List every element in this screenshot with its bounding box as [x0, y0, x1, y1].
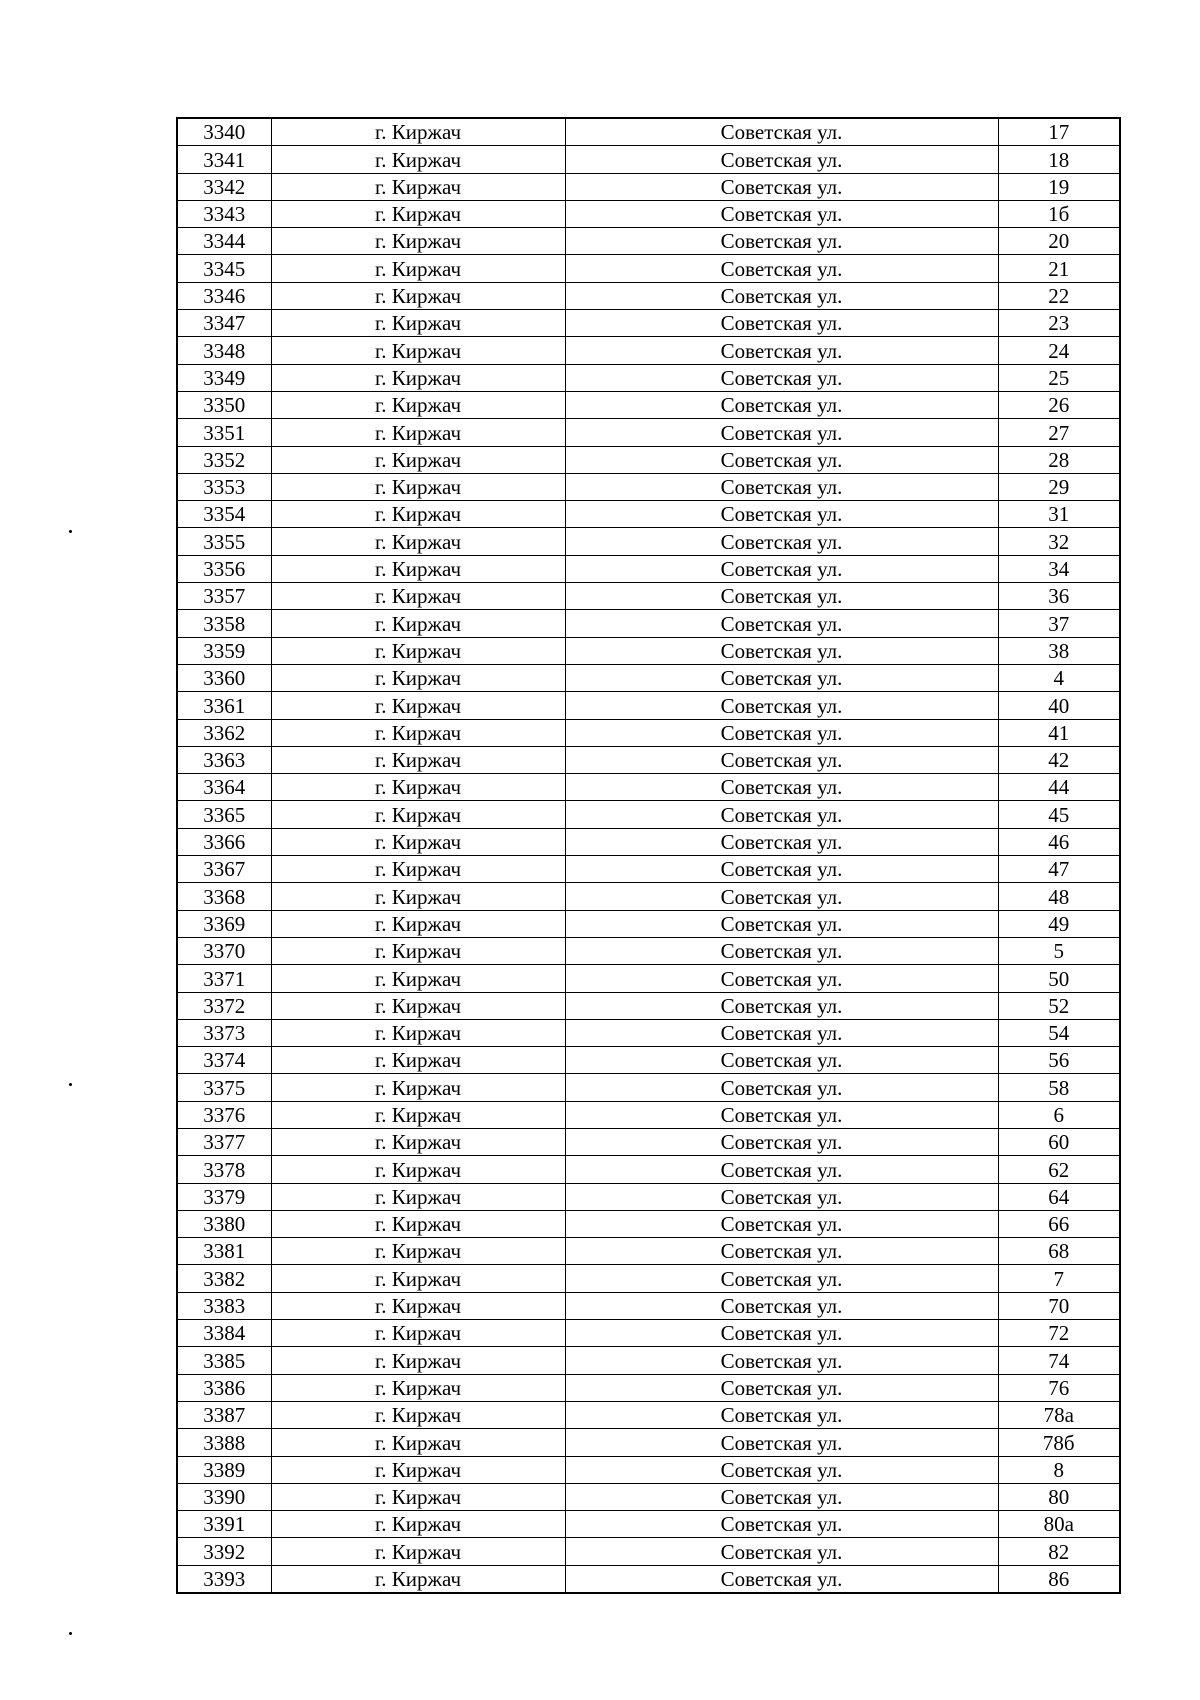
row-number-cell: 3385	[177, 1347, 271, 1374]
street-cell: Советская ул.	[565, 473, 998, 500]
table-row	[177, 1156, 1120, 1183]
street-cell: Советская ул.	[565, 637, 998, 664]
row-number-cell: 3369	[177, 910, 271, 937]
table-row	[177, 937, 1120, 964]
table-row	[177, 364, 1120, 391]
house-number-cell: 41	[998, 719, 1120, 746]
row-number-cell: 3349	[177, 364, 271, 391]
row-number-cell: 3392	[177, 1538, 271, 1565]
row-number-cell: 3368	[177, 883, 271, 910]
street-cell: Советская ул.	[565, 583, 998, 610]
house-number-cell: 22	[998, 282, 1120, 309]
street-cell: Советская ул.	[565, 1156, 998, 1183]
table-row	[177, 637, 1120, 664]
street-cell: Советская ул.	[565, 883, 998, 910]
city-cell: г. Киржач	[271, 282, 565, 309]
table-row	[177, 1565, 1120, 1593]
city-cell: г. Киржач	[271, 610, 565, 637]
city-cell: г. Киржач	[271, 337, 565, 364]
row-number-cell: 3363	[177, 746, 271, 773]
row-number-cell: 3350	[177, 391, 271, 418]
row-number-cell: 3362	[177, 719, 271, 746]
street-cell: Советская ул.	[565, 1074, 998, 1101]
city-cell: г. Киржач	[271, 310, 565, 337]
street-cell: Советская ул.	[565, 910, 998, 937]
street-cell: Советская ул.	[565, 801, 998, 828]
city-cell: г. Киржач	[271, 1183, 565, 1210]
city-cell: г. Киржач	[271, 1210, 565, 1237]
table-row	[177, 1019, 1120, 1046]
city-cell: г. Киржач	[271, 774, 565, 801]
row-number-cell: 3371	[177, 965, 271, 992]
house-number-cell: 19	[998, 173, 1120, 200]
street-cell: Советская ул.	[565, 1047, 998, 1074]
street-cell: Советская ул.	[565, 200, 998, 227]
table-row	[177, 1101, 1120, 1128]
city-cell: г. Киржач	[271, 1374, 565, 1401]
house-number-cell: 46	[998, 828, 1120, 855]
table-row	[177, 774, 1120, 801]
row-number-cell: 3367	[177, 856, 271, 883]
row-number-cell: 3352	[177, 446, 271, 473]
row-number-cell: 3379	[177, 1183, 271, 1210]
table-row	[177, 1456, 1120, 1483]
table-row	[177, 965, 1120, 992]
row-number-cell: 3375	[177, 1074, 271, 1101]
table-row	[177, 337, 1120, 364]
house-number-cell: 49	[998, 910, 1120, 937]
table-row	[177, 146, 1120, 173]
row-number-cell: 3353	[177, 473, 271, 500]
house-number-cell: 1б	[998, 200, 1120, 227]
city-cell: г. Киржач	[271, 173, 565, 200]
margin-dot	[69, 1632, 72, 1635]
table-row	[177, 1292, 1120, 1319]
street-cell: Советская ул.	[565, 1429, 998, 1456]
house-number-cell: 18	[998, 146, 1120, 173]
row-number-cell: 3366	[177, 828, 271, 855]
street-cell: Советская ул.	[565, 719, 998, 746]
city-cell: г. Киржач	[271, 1265, 565, 1292]
house-number-cell: 56	[998, 1047, 1120, 1074]
city-cell: г. Киржач	[271, 255, 565, 282]
street-cell: Советская ул.	[565, 1265, 998, 1292]
house-number-cell: 5	[998, 937, 1120, 964]
city-cell: г. Киржач	[271, 228, 565, 255]
street-cell: Советская ул.	[565, 610, 998, 637]
row-number-cell: 3384	[177, 1320, 271, 1347]
city-cell: г. Киржач	[271, 883, 565, 910]
house-number-cell: 20	[998, 228, 1120, 255]
street-cell: Советская ул.	[565, 337, 998, 364]
row-number-cell: 3357	[177, 583, 271, 610]
house-number-cell: 47	[998, 856, 1120, 883]
row-number-cell: 3381	[177, 1238, 271, 1265]
row-number-cell: 3354	[177, 501, 271, 528]
row-number-cell: 3373	[177, 1019, 271, 1046]
city-cell: г. Киржач	[271, 1128, 565, 1155]
table-row	[177, 992, 1120, 1019]
city-cell: г. Киржач	[271, 1019, 565, 1046]
city-cell: г. Киржач	[271, 1401, 565, 1428]
street-cell: Советская ул.	[565, 828, 998, 855]
street-cell: Советская ул.	[565, 173, 998, 200]
table-row	[177, 555, 1120, 582]
table-row	[177, 1047, 1120, 1074]
city-cell: г. Киржач	[271, 555, 565, 582]
house-number-cell: 32	[998, 528, 1120, 555]
house-number-cell: 17	[998, 118, 1120, 146]
row-number-cell: 3389	[177, 1456, 271, 1483]
row-number-cell: 3345	[177, 255, 271, 282]
row-number-cell: 3340	[177, 118, 271, 146]
house-number-cell: 78а	[998, 1401, 1120, 1428]
house-number-cell: 26	[998, 391, 1120, 418]
street-cell: Советская ул.	[565, 282, 998, 309]
street-cell: Советская ул.	[565, 255, 998, 282]
street-cell: Советская ул.	[565, 1183, 998, 1210]
row-number-cell: 3344	[177, 228, 271, 255]
city-cell: г. Киржач	[271, 1292, 565, 1319]
street-cell: Советская ул.	[565, 1538, 998, 1565]
house-number-cell: 52	[998, 992, 1120, 1019]
table-row	[177, 1401, 1120, 1428]
street-cell: Советская ул.	[565, 774, 998, 801]
table-row	[177, 1511, 1120, 1538]
row-number-cell: 3342	[177, 173, 271, 200]
table-row	[177, 1538, 1120, 1565]
row-number-cell: 3374	[177, 1047, 271, 1074]
house-number-cell: 23	[998, 310, 1120, 337]
row-number-cell: 3377	[177, 1128, 271, 1155]
house-number-cell: 78б	[998, 1429, 1120, 1456]
city-cell: г. Киржач	[271, 828, 565, 855]
street-cell: Советская ул.	[565, 1101, 998, 1128]
house-number-cell: 70	[998, 1292, 1120, 1319]
house-number-cell: 8	[998, 1456, 1120, 1483]
house-number-cell: 48	[998, 883, 1120, 910]
house-number-cell: 45	[998, 801, 1120, 828]
street-cell: Советская ул.	[565, 1210, 998, 1237]
house-number-cell: 6	[998, 1101, 1120, 1128]
city-cell: г. Киржач	[271, 937, 565, 964]
table-row	[177, 446, 1120, 473]
city-cell: г. Киржач	[271, 419, 565, 446]
street-cell: Советская ул.	[565, 1292, 998, 1319]
table-row	[177, 746, 1120, 773]
city-cell: г. Киржач	[271, 746, 565, 773]
row-number-cell: 3347	[177, 310, 271, 337]
row-number-cell: 3343	[177, 200, 271, 227]
house-number-cell: 42	[998, 746, 1120, 773]
table-row	[177, 419, 1120, 446]
table-row	[177, 1347, 1120, 1374]
row-number-cell: 3387	[177, 1401, 271, 1428]
house-number-cell: 37	[998, 610, 1120, 637]
street-cell: Советская ул.	[565, 1374, 998, 1401]
city-cell: г. Киржач	[271, 910, 565, 937]
margin-dot	[69, 530, 72, 533]
row-number-cell: 3390	[177, 1483, 271, 1510]
house-number-cell: 21	[998, 255, 1120, 282]
city-cell: г. Киржач	[271, 1238, 565, 1265]
city-cell: г. Киржач	[271, 1101, 565, 1128]
street-cell: Советская ул.	[565, 228, 998, 255]
street-cell: Советская ул.	[565, 364, 998, 391]
street-cell: Советская ул.	[565, 965, 998, 992]
table-row	[177, 391, 1120, 418]
city-cell: г. Киржач	[271, 1483, 565, 1510]
street-cell: Советская ул.	[565, 1483, 998, 1510]
table-row	[177, 610, 1120, 637]
house-number-cell: 44	[998, 774, 1120, 801]
house-number-cell: 72	[998, 1320, 1120, 1347]
table-row	[177, 664, 1120, 691]
city-cell: г. Киржач	[271, 1565, 565, 1593]
house-number-cell: 64	[998, 1183, 1120, 1210]
table-row	[177, 255, 1120, 282]
row-number-cell: 3391	[177, 1511, 271, 1538]
table-row	[177, 118, 1120, 146]
street-cell: Советская ул.	[565, 528, 998, 555]
city-cell: г. Киржач	[271, 637, 565, 664]
table-row	[177, 173, 1120, 200]
city-cell: г. Киржач	[271, 364, 565, 391]
street-cell: Советская ул.	[565, 446, 998, 473]
street-cell: Советская ул.	[565, 1238, 998, 1265]
city-cell: г. Киржач	[271, 719, 565, 746]
house-number-cell: 31	[998, 501, 1120, 528]
street-cell: Советская ул.	[565, 1565, 998, 1593]
house-number-cell: 7	[998, 1265, 1120, 1292]
house-number-cell: 24	[998, 337, 1120, 364]
house-number-cell: 74	[998, 1347, 1120, 1374]
street-cell: Советская ул.	[565, 664, 998, 691]
house-number-cell: 34	[998, 555, 1120, 582]
house-number-cell: 82	[998, 1538, 1120, 1565]
house-number-cell: 25	[998, 364, 1120, 391]
city-cell: г. Киржач	[271, 473, 565, 500]
table-row	[177, 1429, 1120, 1456]
table-row	[177, 473, 1120, 500]
city-cell: г. Киржач	[271, 1320, 565, 1347]
row-number-cell: 3359	[177, 637, 271, 664]
table-row	[177, 1320, 1120, 1347]
house-number-cell: 62	[998, 1156, 1120, 1183]
city-cell: г. Киржач	[271, 992, 565, 1019]
street-cell: Советская ул.	[565, 555, 998, 582]
street-cell: Советская ул.	[565, 1320, 998, 1347]
city-cell: г. Киржач	[271, 1429, 565, 1456]
house-number-cell: 60	[998, 1128, 1120, 1155]
house-number-cell: 27	[998, 419, 1120, 446]
street-cell: Советская ул.	[565, 746, 998, 773]
table-row	[177, 1265, 1120, 1292]
city-cell: г. Киржач	[271, 501, 565, 528]
house-number-cell: 76	[998, 1374, 1120, 1401]
city-cell: г. Киржач	[271, 1538, 565, 1565]
street-cell: Советская ул.	[565, 501, 998, 528]
table-row	[177, 1238, 1120, 1265]
row-number-cell: 3341	[177, 146, 271, 173]
table-row	[177, 883, 1120, 910]
row-number-cell: 3358	[177, 610, 271, 637]
street-cell: Советская ул.	[565, 146, 998, 173]
street-cell: Советская ул.	[565, 118, 998, 146]
house-number-cell: 4	[998, 664, 1120, 691]
row-number-cell: 3376	[177, 1101, 271, 1128]
house-number-cell: 86	[998, 1565, 1120, 1593]
city-cell: г. Киржач	[271, 1511, 565, 1538]
row-number-cell: 3372	[177, 992, 271, 1019]
city-cell: г. Киржач	[271, 118, 565, 146]
city-cell: г. Киржач	[271, 528, 565, 555]
street-cell: Советская ул.	[565, 692, 998, 719]
row-number-cell: 3356	[177, 555, 271, 582]
city-cell: г. Киржач	[271, 856, 565, 883]
city-cell: г. Киржач	[271, 692, 565, 719]
table-row	[177, 1128, 1120, 1155]
house-number-cell: 50	[998, 965, 1120, 992]
row-number-cell: 3351	[177, 419, 271, 446]
row-number-cell: 3346	[177, 282, 271, 309]
table-row	[177, 1210, 1120, 1237]
city-cell: г. Киржач	[271, 1074, 565, 1101]
city-cell: г. Киржач	[271, 1156, 565, 1183]
row-number-cell: 3383	[177, 1292, 271, 1319]
table-row	[177, 1183, 1120, 1210]
house-number-cell: 80а	[998, 1511, 1120, 1538]
table-row	[177, 1374, 1120, 1401]
street-cell: Советская ул.	[565, 391, 998, 418]
house-number-cell: 68	[998, 1238, 1120, 1265]
city-cell: г. Киржач	[271, 801, 565, 828]
city-cell: г. Киржач	[271, 1347, 565, 1374]
row-number-cell: 3348	[177, 337, 271, 364]
house-number-cell: 66	[998, 1210, 1120, 1237]
row-number-cell: 3382	[177, 1265, 271, 1292]
table-row	[177, 1074, 1120, 1101]
address-table-body	[177, 118, 1120, 1593]
house-number-cell: 36	[998, 583, 1120, 610]
table-row	[177, 1483, 1120, 1510]
street-cell: Советская ул.	[565, 310, 998, 337]
street-cell: Советская ул.	[565, 937, 998, 964]
table-row	[177, 828, 1120, 855]
street-cell: Советская ул.	[565, 419, 998, 446]
row-number-cell: 3364	[177, 774, 271, 801]
table-row	[177, 200, 1120, 227]
street-cell: Советская ул.	[565, 1456, 998, 1483]
table-row	[177, 910, 1120, 937]
city-cell: г. Киржач	[271, 1047, 565, 1074]
row-number-cell: 3380	[177, 1210, 271, 1237]
address-table	[176, 117, 1121, 1594]
city-cell: г. Киржач	[271, 200, 565, 227]
city-cell: г. Киржач	[271, 391, 565, 418]
table-row	[177, 501, 1120, 528]
margin-dot	[69, 1083, 72, 1086]
row-number-cell: 3386	[177, 1374, 271, 1401]
row-number-cell: 3393	[177, 1565, 271, 1593]
street-cell: Советская ул.	[565, 856, 998, 883]
table-row	[177, 528, 1120, 555]
city-cell: г. Киржач	[271, 583, 565, 610]
table-row	[177, 583, 1120, 610]
row-number-cell: 3361	[177, 692, 271, 719]
street-cell: Советская ул.	[565, 1347, 998, 1374]
city-cell: г. Киржач	[271, 664, 565, 691]
city-cell: г. Киржач	[271, 1456, 565, 1483]
house-number-cell: 54	[998, 1019, 1120, 1046]
city-cell: г. Киржач	[271, 965, 565, 992]
house-number-cell: 80	[998, 1483, 1120, 1510]
street-cell: Советская ул.	[565, 1511, 998, 1538]
city-cell: г. Киржач	[271, 146, 565, 173]
house-number-cell: 58	[998, 1074, 1120, 1101]
table-row	[177, 801, 1120, 828]
street-cell: Советская ул.	[565, 1401, 998, 1428]
row-number-cell: 3360	[177, 664, 271, 691]
house-number-cell: 28	[998, 446, 1120, 473]
table-row	[177, 228, 1120, 255]
house-number-cell: 29	[998, 473, 1120, 500]
row-number-cell: 3388	[177, 1429, 271, 1456]
street-cell: Советская ул.	[565, 1019, 998, 1046]
house-number-cell: 38	[998, 637, 1120, 664]
street-cell: Советская ул.	[565, 992, 998, 1019]
row-number-cell: 3365	[177, 801, 271, 828]
city-cell: г. Киржач	[271, 446, 565, 473]
table-row	[177, 282, 1120, 309]
table-row	[177, 719, 1120, 746]
street-cell: Советская ул.	[565, 1128, 998, 1155]
row-number-cell: 3370	[177, 937, 271, 964]
house-number-cell: 40	[998, 692, 1120, 719]
table-row	[177, 310, 1120, 337]
table-row	[177, 692, 1120, 719]
row-number-cell: 3378	[177, 1156, 271, 1183]
row-number-cell: 3355	[177, 528, 271, 555]
table-row	[177, 856, 1120, 883]
